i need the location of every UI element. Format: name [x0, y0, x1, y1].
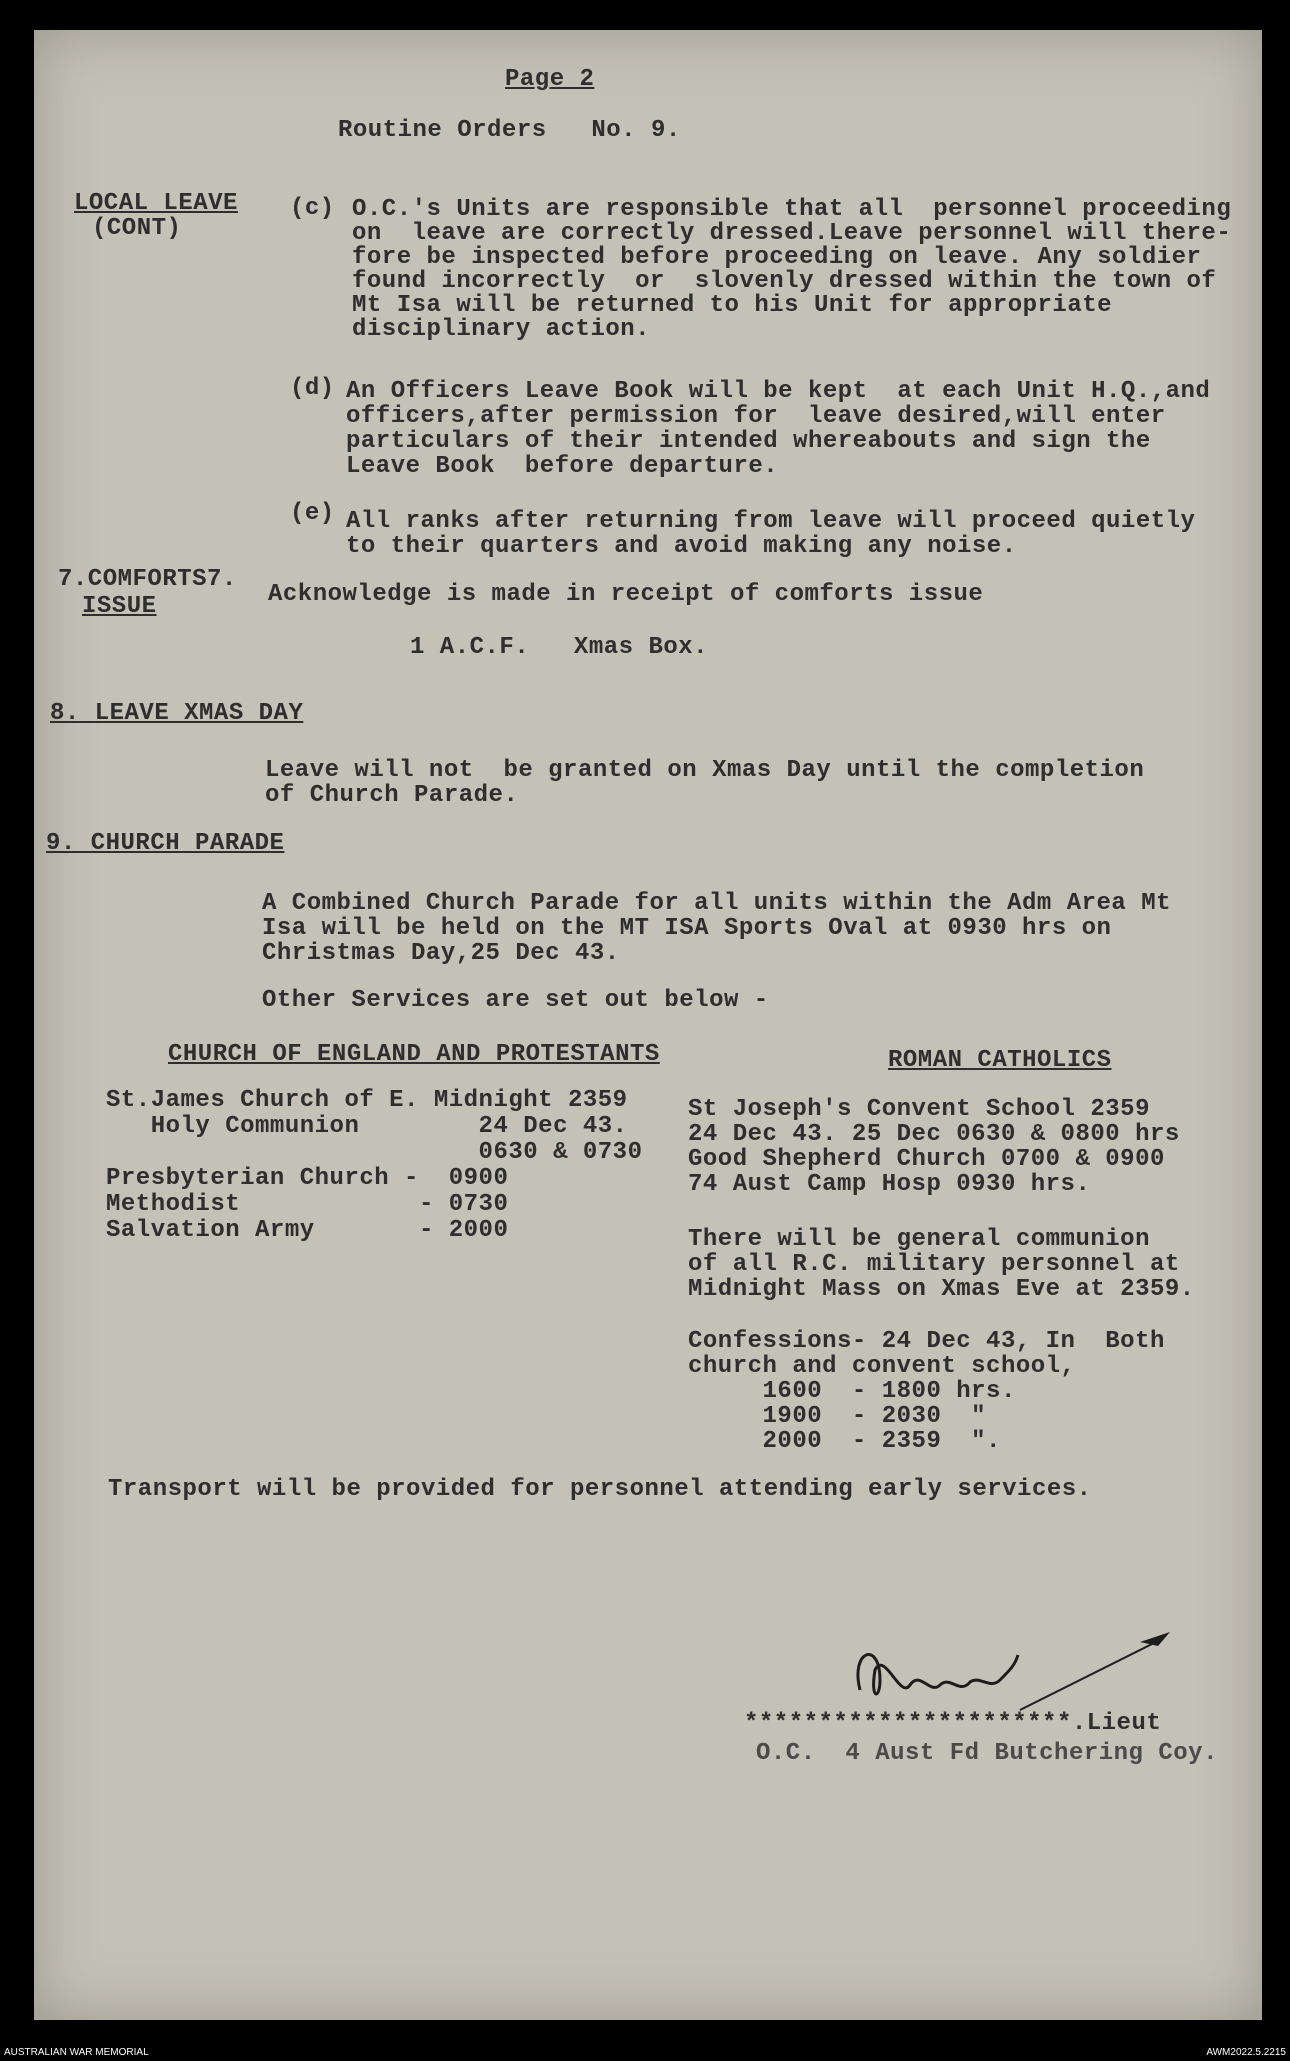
para-d-line: Leave Book before departure. — [346, 453, 779, 480]
footer-left: AUSTRALIAN WAR MEMORIAL — [4, 2047, 149, 2058]
para-d-line: particulars of their intended whereabouts and sign the — [346, 428, 1151, 455]
para-c-line: disciplinary action. — [352, 316, 651, 343]
para-d-label: (d) — [290, 375, 335, 402]
coe-line: Holy Communion 24 Dec 43. — [106, 1113, 628, 1140]
church-parade-line: Christmas Day,25 Dec 43. — [262, 940, 620, 967]
para-c-label: (c) — [290, 195, 335, 222]
comforts-heading: 7.COMFORTS7. — [58, 566, 237, 593]
para-c-line: Mt Isa will be returned to his Unit for appropriate — [352, 292, 1113, 319]
para-c-line: O.C.'s Units are responsible that all personnel proceeding — [352, 196, 1232, 223]
document-title: Routine Orders No. 9. — [338, 117, 681, 144]
church-parade-heading: 9. CHURCH PARADE — [46, 830, 285, 857]
rc-line: 74 Aust Camp Hosp 0930 hrs. — [688, 1171, 1091, 1198]
rc-communion-line: Midnight Mass on Xmas Eve at 2359. — [688, 1276, 1195, 1303]
para-c-line: found incorrectly or slovenly dressed within the town of — [352, 268, 1217, 295]
signature-dots: **********************.Lieut — [744, 1710, 1162, 1737]
footer-right: AWM2022.5.2215 — [1206, 2047, 1286, 2058]
coe-line: Presbyterian Church - 0900 — [106, 1165, 509, 1192]
coe-heading: CHURCH OF ENGLAND AND PROTESTANTS — [168, 1041, 660, 1068]
comforts-text: Acknowledge is made in receipt of comforts issue — [268, 581, 984, 608]
coe-line: Methodist - 0730 — [106, 1191, 509, 1218]
comforts-item: 1 A.C.F. Xmas Box. — [410, 634, 709, 661]
rc-communion-line: of all R.C. military personnel at — [688, 1251, 1180, 1278]
rc-confession-line: 1600 - 1800 hrs. — [688, 1378, 1016, 1405]
para-e-line: All ranks after returning from leave will proceed quietly — [346, 508, 1196, 535]
para-e-line: to their quarters and avoid making any noise. — [346, 533, 1017, 560]
local-leave-cont: (CONT) — [92, 215, 182, 242]
para-e-label: (e) — [290, 500, 335, 527]
para-d-line: An Officers Leave Book will be kept at each Unit H.Q.,and — [346, 378, 1211, 405]
rc-confession-line: 2000 - 2359 ". — [688, 1428, 1001, 1455]
para-c-line: fore be inspected before proceeding on leave. Any soldier — [352, 244, 1202, 271]
rc-confession-line: church and convent school, — [688, 1353, 1076, 1380]
other-services: Other Services are set out below - — [262, 987, 769, 1014]
coe-line: St.James Church of E. Midnight 2359 — [106, 1087, 628, 1114]
coe-line: Salvation Army - 2000 — [106, 1217, 509, 1244]
leave-xmas-line: Leave will not be granted on Xmas Day until the completion — [265, 757, 1145, 784]
church-parade-line: Isa will be held on the MT ISA Sports Oval at 0930 hrs on — [262, 915, 1112, 942]
local-leave-heading: LOCAL LEAVE — [74, 190, 238, 217]
page-number: Page 2 — [505, 66, 595, 93]
signature — [840, 1630, 1180, 1720]
rc-communion-line: There will be general communion — [688, 1226, 1150, 1253]
leave-xmas-heading: 8. LEAVE XMAS DAY — [50, 700, 304, 727]
para-d-line: officers,after permission for leave desired,will enter — [346, 403, 1166, 430]
comforts-issue: ISSUE — [82, 593, 157, 620]
rc-confession-line: 1900 - 2030 " — [688, 1403, 987, 1430]
para-c-line: on leave are correctly dressed.Leave personnel will there- — [352, 220, 1232, 247]
transport-note: Transport will be provided for personnel attending early services. — [108, 1476, 1092, 1503]
rc-line: St Joseph's Convent School 2359 — [688, 1096, 1150, 1123]
church-parade-line: A Combined Church Parade for all units within the Adm Area Mt — [262, 890, 1172, 917]
signature-unit: O.C. 4 Aust Fd Butchering Coy. — [756, 1740, 1218, 1767]
rc-confession-line: Confessions- 24 Dec 43, In Both — [688, 1328, 1165, 1355]
rc-line: 24 Dec 43. 25 Dec 0630 & 0800 hrs — [688, 1121, 1180, 1148]
rc-line: Good Shepherd Church 0700 & 0900 — [688, 1146, 1165, 1173]
leave-xmas-line: of Church Parade. — [265, 782, 519, 809]
rc-heading: ROMAN CATHOLICS — [888, 1047, 1112, 1074]
coe-line: 0630 & 0730 — [106, 1139, 643, 1166]
